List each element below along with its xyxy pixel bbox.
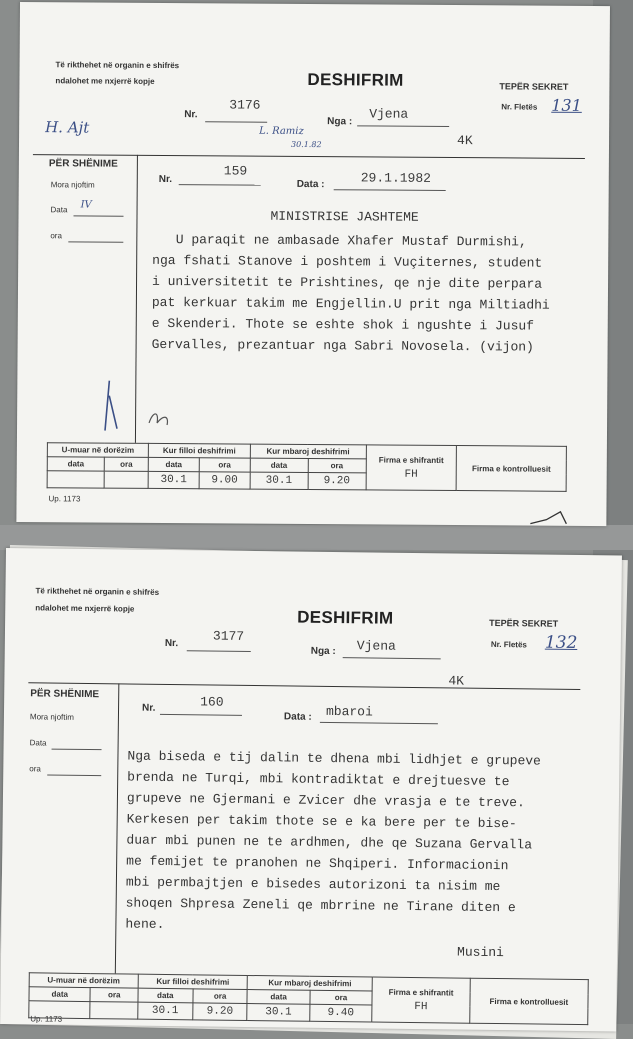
start-time-header: ora: [199, 458, 250, 472]
form-code: Up. 1173: [48, 494, 81, 504]
no-copy-note: ndalohet me nxjerrë kopje: [55, 76, 155, 86]
nr-label: Nr.: [164, 637, 179, 650]
date-label: Data :: [296, 178, 325, 191]
nga-label: Nga :: [310, 645, 336, 658]
end-header: Kur mbaroj deshifrimi: [248, 975, 373, 991]
sheet-number-value: 132: [544, 632, 578, 653]
body-line: shoqen Shpresa Zeneli qe mbrrine ne Tirane diten e: [125, 895, 516, 916]
start-header: Kur filloi deshifrimi: [138, 974, 248, 989]
code-value: 4K: [448, 673, 465, 689]
nr-label-2: Nr.: [141, 702, 156, 714]
received-time: [104, 471, 148, 488]
body-line: nga fshati Stanove i poshtem i Vuçiternes, student: [152, 252, 543, 271]
cipher-sign-header: [372, 977, 470, 1023]
body-line: Gervalles, prezantuar nga Sabri Novosela. (vijon): [151, 336, 534, 355]
decipher-log-table: [28, 972, 589, 1025]
sheet-number-label: Nr. Fletës: [490, 639, 527, 650]
handwritten-initials: H. Ajt: [45, 118, 90, 137]
form-code: Up. 1173: [30, 1014, 63, 1024]
control-sign-header: Firma e kontrolluesit: [470, 978, 589, 1024]
end-date-header: data: [247, 989, 310, 1004]
message-number: 159: [223, 163, 248, 179]
end-time-header: ora: [308, 459, 366, 473]
notes-date-label: Data: [29, 738, 47, 748]
body-line: i universitetit te Prishtines, qe nje dite perpara: [152, 273, 543, 292]
end-date: 30.1: [247, 1003, 310, 1021]
date-value: mbaroi: [325, 703, 373, 720]
document-title: DESHIFRIM: [307, 70, 404, 90]
control-sign-header: Firma e kontrolluesit: [456, 446, 566, 492]
message-number: 160: [200, 694, 224, 710]
body-line: duar mbi punen ne te ardhmen, dhe qe Suzana Gervalla: [126, 832, 533, 853]
body-line: me femijet te pranohen ne Shqiperi. Informacionin: [126, 853, 509, 874]
date-value: 29.1.1982: [360, 170, 432, 186]
cipher-sign-header: [366, 445, 457, 491]
notes-date-hand: IV: [80, 199, 92, 211]
nr-value: 3176: [229, 97, 261, 113]
body-line: grupeve ne Gjermani e Zvicer dhe vrasja e te treve.: [126, 790, 525, 811]
body-line: Nga biseda e tij dalin te dhena mbi lidhjet e grupeve: [127, 748, 541, 769]
body-line: pat kerkuar takim me Engjellin.U prit nga Miltiadhi: [151, 294, 550, 313]
date-label: Data :: [283, 711, 312, 723]
notes-time-label: ora: [50, 231, 62, 241]
cipher-initials: FH: [414, 1000, 428, 1013]
document-title: DESHIFRIM: [297, 607, 394, 628]
notes-time-label: ora: [29, 764, 41, 774]
cipher-initials: FH: [404, 468, 418, 481]
body-line: Kerkesen per takim thote se e ka bere per te bise-: [126, 811, 517, 832]
return-note: Të rikthehet në organin e shifrës: [35, 586, 160, 597]
end-header: Kur mbaroj deshifrimi: [250, 444, 366, 459]
sheet-number-label: Nr. Fletës: [501, 102, 538, 112]
body-line: brenda ne Turqi, mbi kontradiktat e drejtuesve te: [127, 769, 510, 790]
start-time: 9.20: [192, 1003, 247, 1021]
code-value: 4K: [456, 133, 473, 149]
received-notice-label: Mora njoftim: [29, 712, 75, 722]
message-heading: MINISTRISE JASHTEME: [270, 208, 419, 225]
no-copy-note: ndalohet me nxjerrë kopje: [35, 603, 135, 614]
end-date-header: data: [250, 458, 308, 472]
received-header: U-muar në dorëzim: [47, 443, 148, 458]
decipher-form-page-1: [16, 2, 610, 526]
return-note: Të rikthehet në organin e shifrës: [55, 60, 180, 71]
nr-value: 3177: [212, 628, 245, 644]
start-date: 30.1: [148, 471, 199, 488]
cipher-sign-label: Firma e shifrantit: [388, 987, 454, 998]
body-line: mbi permbajtjen e bisedes autorizoni ta nisim me: [125, 874, 501, 895]
end-time: 9.40: [310, 1004, 373, 1022]
nga-value: Vjena: [356, 638, 396, 654]
received-time: [90, 1002, 138, 1020]
end-date: 30.1: [250, 472, 308, 489]
handwritten-marks: [97, 371, 187, 442]
start-time: 9.00: [199, 472, 250, 489]
secret-stamp: TEPËR SEKRET: [489, 617, 559, 629]
nga-label: Nga :: [327, 116, 353, 128]
check-mark: [526, 506, 586, 527]
sheet-number-value: 131: [551, 95, 582, 115]
received-date: [47, 471, 104, 488]
received-header: U-muar në dorëzim: [29, 973, 138, 988]
message-body: [152, 229, 551, 358]
secret-stamp: TEPËR SEKRET: [499, 81, 569, 92]
end-time-header: ora: [310, 990, 373, 1005]
message-body: [125, 746, 541, 940]
received-time-header: ora: [104, 457, 148, 471]
handwritten-signature: L. Ramiz: [259, 125, 304, 137]
body-line: U paraqit ne ambasade Xhafer Mustaf Durmishi,: [152, 231, 527, 250]
handwritten-signature-date: 30.1.82: [290, 139, 322, 150]
notes-heading: PËR SHËNIME: [48, 158, 118, 170]
notes-heading: PËR SHËNIME: [30, 688, 100, 701]
nr-label-2: Nr.: [158, 173, 173, 186]
start-header: Kur filloi deshifrimi: [148, 443, 250, 458]
received-date-header: data: [47, 457, 104, 471]
start-time-header: ora: [193, 989, 248, 1004]
received-time-header: ora: [90, 988, 138, 1003]
start-date: 30.1: [138, 1002, 193, 1020]
decipher-form-page-2: [0, 548, 622, 1031]
notes-date-label: Data: [50, 205, 68, 215]
received-date-header: data: [29, 987, 91, 1002]
sender-signature: Musini: [457, 944, 504, 961]
nga-value: Vjena: [369, 106, 409, 122]
body-line: e Skenderi. Thote se eshte shok i ngushte i Jusuf: [151, 315, 535, 334]
decipher-log-table: [47, 442, 567, 492]
body-line: hene.: [125, 916, 165, 932]
start-date-header: data: [148, 457, 199, 471]
start-date-header: data: [138, 988, 193, 1003]
end-time: 9.20: [308, 473, 366, 490]
received-notice-label: Mora njoftim: [50, 180, 95, 190]
nr-label: Nr.: [184, 109, 198, 121]
cipher-sign-label: Firma e shifrantit: [378, 455, 444, 465]
